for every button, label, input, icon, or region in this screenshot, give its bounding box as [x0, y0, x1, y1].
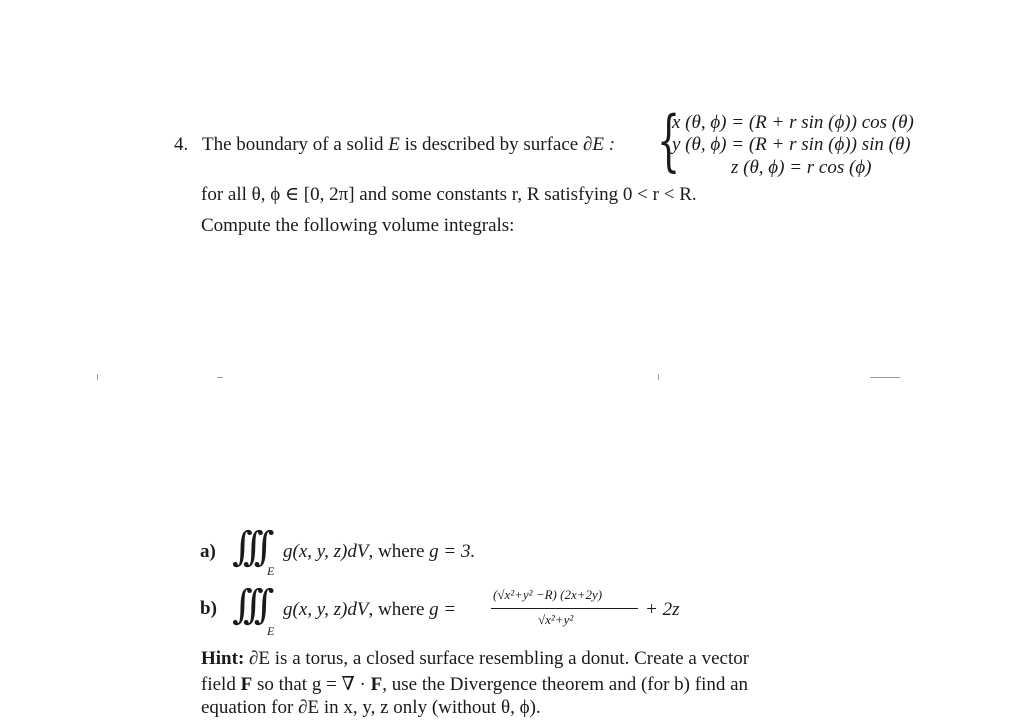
- compute-line: Compute the following volume integrals:: [201, 215, 515, 236]
- hint-vector-F-2: F: [370, 674, 383, 695]
- fraction-numerator: (√x²+y² −R) (2x+2y): [493, 587, 603, 602]
- fraction-bar: [491, 608, 638, 609]
- hint-text-2: , use the Divergence theorem and (for b) find an: [382, 674, 749, 695]
- scan-artifact: [870, 377, 900, 378]
- where-b: , where: [368, 599, 425, 620]
- boundary-symbol: ∂E :: [582, 134, 616, 155]
- scan-artifact: [97, 374, 98, 380]
- system-row-x: x (θ, ϕ) = (R + r sin (ϕ)) cos (θ): [672, 112, 914, 133]
- scan-artifact: [217, 377, 223, 378]
- triple-integral-b: ∫∫∫: [232, 582, 265, 628]
- system-row-z: z (θ, ϕ) = r cos (ϕ): [731, 157, 872, 178]
- hint-text-1: ∂E is a torus, a closed surface resembling a donut. Create a vector: [249, 648, 750, 669]
- hint-line-2: [201, 673, 748, 696]
- fraction-denominator: √x²+y²: [538, 612, 574, 627]
- g-expression-a: g = 3.: [429, 541, 476, 562]
- part-b-integrand-line: [283, 599, 456, 621]
- left-brace: {: [657, 102, 681, 179]
- plus-2z-term: + 2z: [645, 599, 680, 620]
- hint-line-3: equation for ∂E in x, y, z only (without θ, ϕ).: [201, 697, 541, 718]
- part-a-label: a): [200, 541, 216, 562]
- problem-number: 4.: [174, 134, 189, 155]
- where-a: , where: [368, 541, 425, 562]
- triple-integral-a: ∫∫∫: [232, 524, 265, 570]
- hint-label: Hint:: [201, 648, 245, 669]
- integral-sub-b: E: [267, 624, 275, 638]
- scan-artifact: [658, 374, 659, 380]
- hint-so-that: so that g = ∇ ·: [256, 674, 366, 695]
- hint-line-1: [201, 648, 749, 670]
- part-b-label: b): [200, 598, 217, 619]
- integrand-a: g(x, y, z)dV: [283, 541, 369, 562]
- part-a-integrand-line: [283, 541, 475, 563]
- integrand-b: g(x, y, z)dV: [283, 599, 369, 620]
- statement-described: is described by surface: [404, 134, 579, 155]
- domain-line: for all θ, ϕ ∈ [0, 2π] and some constants r, R satisfying 0 < r < R.: [201, 184, 697, 205]
- problem-statement: [202, 134, 615, 156]
- g-equals-b: g =: [429, 599, 457, 620]
- hint-field-word: field: [201, 674, 236, 695]
- solid-symbol: E: [388, 134, 400, 155]
- statement-intro: The boundary of a solid: [202, 134, 384, 155]
- hint-vector-F: F: [240, 674, 253, 695]
- system-row-y: y (θ, ϕ) = (R + r sin (ϕ)) sin (θ): [672, 134, 911, 155]
- integral-sub-a: E: [267, 564, 275, 578]
